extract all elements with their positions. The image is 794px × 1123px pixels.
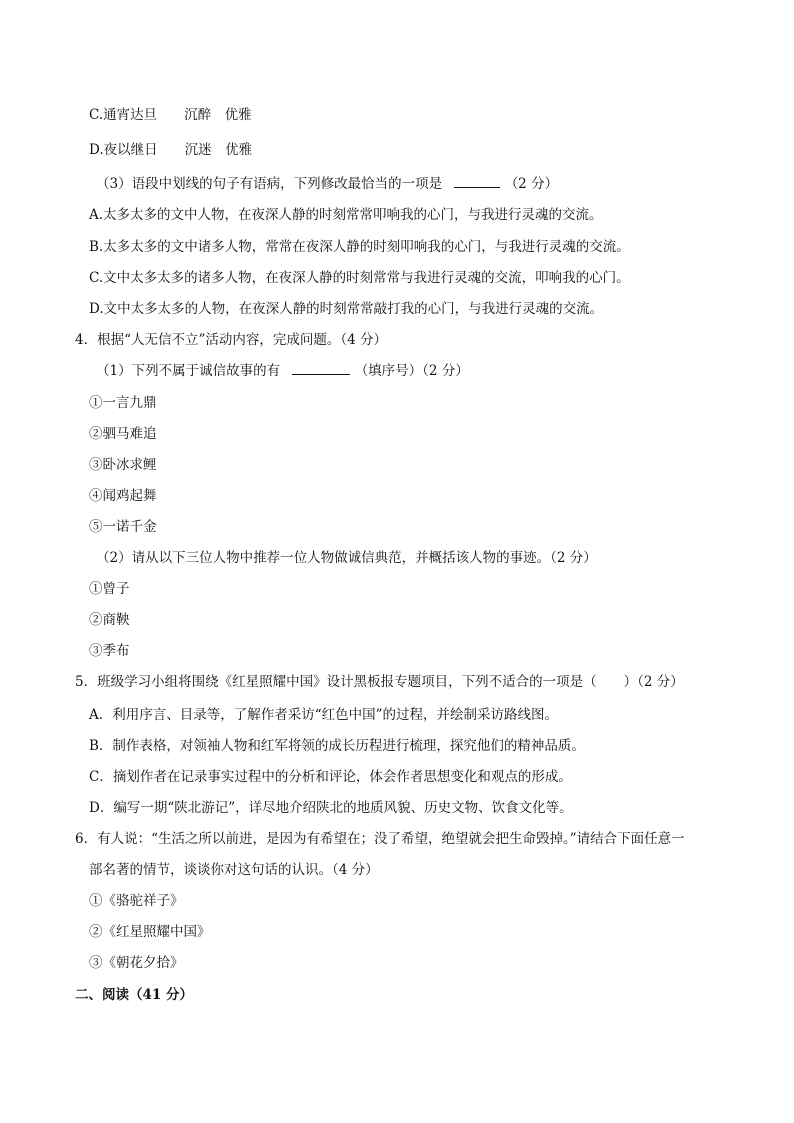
question-5-title: 5．班级学习小组将围绕《红星照耀中国》设计黑板报专题项目，下列不适合的一项是（ ）（2 分） bbox=[75, 674, 684, 690]
list-item: ①一言九鼎 bbox=[89, 395, 157, 411]
answer-blank bbox=[292, 362, 350, 375]
question-5-option-c: C．摘划作者在记录事实过程中的分析和评论，体会作者思想变化和观点的形成。 bbox=[89, 769, 572, 785]
section-heading: 二、阅读（41 分） bbox=[75, 987, 193, 1003]
list-item: ②商鞅 bbox=[89, 612, 130, 628]
list-item: ③卧冰求鲤 bbox=[89, 457, 157, 473]
question-4-subquestion-2: （2）请从以下三位人物中推荐一位人物做诚信典范，并概括该人物的事迹。（2 分） bbox=[96, 550, 597, 566]
subquestion-3-prompt: （3）语段中划线的句子有语病，下列修改最恰当的一项是 bbox=[96, 176, 443, 192]
option-c: C.通宵达旦 沉醉 优雅 bbox=[89, 107, 252, 123]
subquestion-3 bbox=[96, 175, 558, 193]
list-item: ②《红星照耀中国》 bbox=[89, 924, 211, 940]
subquestion-3-option-b: B.太多太多的文中诸多人物，常常在夜深人静的时刻叩响我的心门，与我进行灵魂的交流。 bbox=[89, 239, 630, 255]
option-d: D.夜以继日 沉迷 优雅 bbox=[89, 142, 253, 158]
question-6-line-1: 6．有人说：“生活之所以前进，是因为有希望在；没了希望，绝望就会把生命毁掉。”请结合下面任意一 bbox=[75, 831, 685, 847]
subquestion-3-option-c: C.文中太多太多的诸多人物，在夜深人静的时刻常常与我进行灵魂的交流，叩响我的心门。 bbox=[89, 270, 630, 286]
answer-blank bbox=[454, 175, 500, 188]
question-5-option-a: A．利用序言、目录等，了解作者采访“红色中国”的过程，并绘制采访路线图。 bbox=[89, 707, 559, 723]
question-4-subquestion-1 bbox=[96, 362, 469, 380]
list-item: ④闻鸡起舞 bbox=[89, 488, 157, 504]
subquestion-1-score: （填序号）（2 分） bbox=[354, 363, 469, 379]
question-6-line-2: 部名著的情节，谈谈你对这句话的认识。（4 分） bbox=[89, 862, 379, 878]
list-item: ①《骆驼祥子》 bbox=[89, 893, 184, 909]
list-item: ②驷马难追 bbox=[89, 426, 157, 442]
subquestion-1-prompt: （1）下列不属于诚信故事的有 bbox=[96, 363, 281, 379]
list-item: ③季布 bbox=[89, 643, 130, 659]
subquestion-3-option-a: A.太多太多的文中人物，在夜深人静的时刻常常叩响我的心门，与我进行灵魂的交流。 bbox=[89, 207, 603, 223]
question-5-option-b: B．制作表格，对领袖人物和红军将领的成长历程进行梳理，探究他们的精神品质。 bbox=[89, 738, 585, 754]
list-item: ①曾子 bbox=[89, 581, 130, 597]
list-item: ⑤一诺千金 bbox=[89, 519, 157, 535]
list-item: ③《朝花夕拾》 bbox=[89, 955, 184, 971]
question-4-title: 4．根据“人无信不立”活动内容，完成问题。（4 分） bbox=[75, 332, 388, 348]
subquestion-3-score: （2 分） bbox=[504, 176, 559, 192]
subquestion-3-option-d: D.文中太多太多的人物，在夜深人静的时刻常常敲打我的心门，与我进行灵魂的交流。 bbox=[89, 301, 604, 317]
question-5-option-d: D．编写一期“陕北游记”，详尽地介绍陕北的地质风貌、历史文物、饮食文化等。 bbox=[89, 800, 573, 816]
